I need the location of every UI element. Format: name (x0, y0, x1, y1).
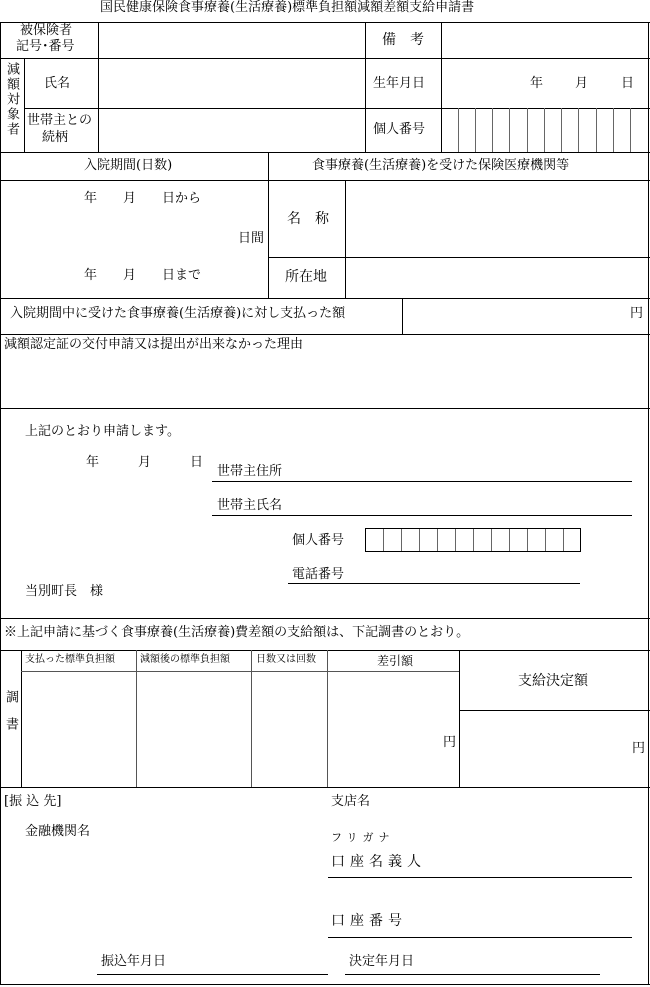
addressee: 当別町長 様 (25, 584, 104, 599)
birthdate-field[interactable]: 年 月 日 (530, 76, 635, 91)
transfer-date-field[interactable] (180, 950, 326, 972)
period-header: 入院期間(日数) (84, 158, 173, 173)
decision-date-label: 決定年月日 (349, 954, 415, 969)
head-name-label: 世帯主氏名 (217, 498, 283, 513)
transfer-label: [振 込 先] (4, 794, 62, 809)
institution-label: 金融機関名 (25, 824, 91, 839)
branch-field[interactable] (380, 790, 640, 814)
difference-field[interactable] (329, 673, 458, 785)
paid-amount-yen: 円 (630, 306, 644, 321)
form-title: 国民健康保険食事療養(生活療養)標準負担額減額差額支給申請書 (100, 0, 475, 15)
declaration-text: 上記のとおり申請します。 (25, 424, 180, 439)
head-name-field[interactable] (300, 494, 630, 514)
period-from: 年 月 日から (84, 191, 202, 206)
facility-name-label: 名 称 (287, 211, 329, 227)
reason-field[interactable] (2, 356, 646, 406)
days-count-field[interactable] (253, 673, 326, 785)
reduction-target-label: 減額対象者 (4, 62, 19, 137)
furigana-label: フリガナ (331, 831, 395, 844)
branch-label: 支店名 (331, 794, 371, 809)
relation-label: 世帯主との (27, 113, 93, 128)
remarks-field[interactable] (443, 24, 646, 56)
head-address-field[interactable] (300, 460, 630, 480)
phone-field[interactable] (360, 562, 580, 582)
name-label: 氏名 (44, 76, 71, 91)
paid-amount-label: 入院期間中に受けた食事療養(生活療養)に対し支払った額 (10, 306, 346, 321)
remarks-label: 備 考 (382, 32, 424, 48)
relation-field[interactable] (100, 110, 362, 150)
facility-header: 食事療養(生活療養)を受けた保険医療機関等 (312, 158, 570, 173)
survey-side-label: 調書 (3, 690, 18, 744)
decision-date-field[interactable] (430, 950, 598, 972)
reason-label: 減額認定証の交付申請又は提出が出来なかった理由 (4, 337, 304, 352)
period-to: 年 月 日まで (84, 268, 202, 283)
relation-label-2: 続柄 (42, 130, 69, 145)
account-holder-label: 口座名義人 (331, 854, 426, 870)
birthdate-label: 生年月日 (373, 76, 426, 91)
insured-number-label-2: 記号･番号 (16, 39, 75, 54)
col-paid-header: 支払った標準負担額 (25, 654, 115, 665)
period-field[interactable] (2, 182, 266, 296)
account-number-field[interactable] (420, 905, 630, 935)
survey-note: ※上記申請に基づく食事療養(生活療養)費差額の支給額は、下記調書のとおり。 (4, 625, 470, 640)
insured-number-field[interactable] (100, 24, 362, 56)
name-field[interactable] (100, 60, 362, 106)
paid-amount-field[interactable] (404, 300, 646, 332)
applicant-personal-number-label: 個人番号 (292, 533, 345, 548)
transfer-date-label: 振込年月日 (101, 954, 167, 969)
col-reduced-header: 減額後の標準負担額 (140, 654, 230, 665)
institution-field[interactable] (25, 845, 315, 905)
facility-name-field[interactable] (347, 182, 646, 255)
col-diff-header: 差引額 (377, 654, 414, 668)
decision-amount-field[interactable] (461, 712, 646, 785)
facility-address-label: 所在地 (285, 269, 327, 285)
application-date: 年 月 日 (86, 455, 204, 470)
decision-amount-label: 支給決定額 (518, 673, 588, 689)
account-number-label: 口座番号 (331, 913, 407, 929)
decision-yen: 円 (632, 741, 646, 756)
paid-standard-field[interactable] (23, 673, 135, 785)
period-days-unit: 日間 (238, 231, 265, 246)
head-address-label: 世帯主住所 (217, 464, 283, 479)
applicant-personal-number-cells[interactable] (365, 528, 581, 552)
account-holder-field[interactable] (420, 845, 630, 875)
phone-label: 電話番号 (292, 567, 345, 582)
personal-number-cells[interactable] (441, 108, 648, 152)
difference-yen: 円 (443, 735, 457, 750)
insured-number-label: 被保険者 (20, 23, 73, 38)
facility-address-field[interactable] (347, 259, 646, 296)
personal-number-label: 個人番号 (373, 122, 426, 137)
col-days-header: 日数又は回数 (256, 654, 316, 665)
reduced-standard-field[interactable] (138, 673, 250, 785)
